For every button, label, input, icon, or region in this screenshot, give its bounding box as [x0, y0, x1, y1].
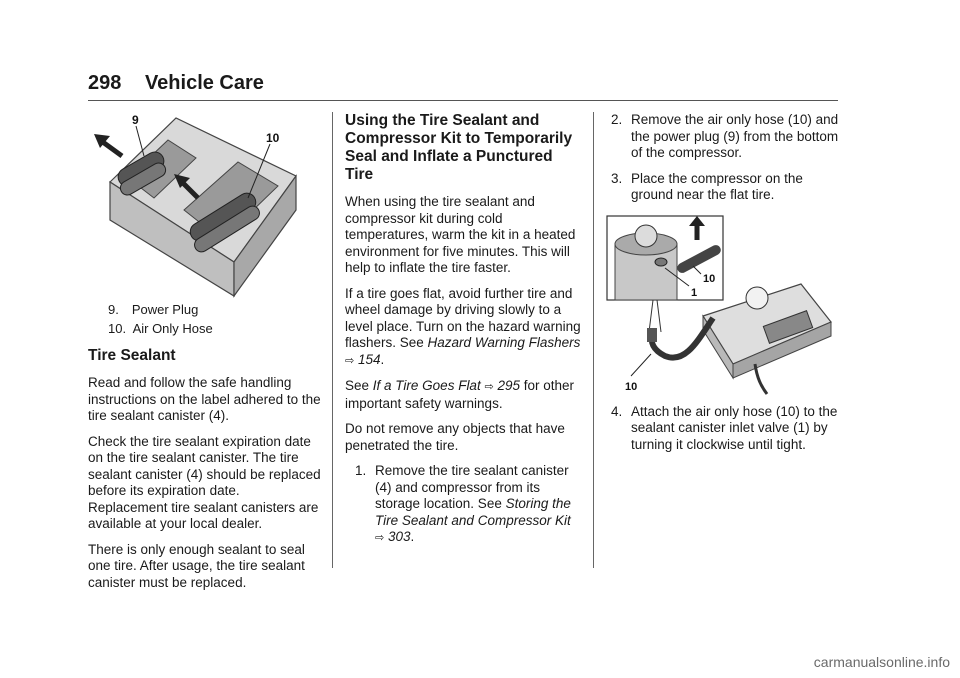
watermark: carmanualsonline.info	[813, 654, 950, 670]
section-title: Vehicle Care	[144, 72, 264, 94]
xref-page[interactable]: 154	[357, 351, 381, 367]
callout-10-top: 10	[703, 272, 716, 285]
page-header	[88, 72, 264, 95]
step-4: 4. Attach the air only hose (10) to the sealant canister inlet valve (1) by turning it clockwise until tight.	[611, 403, 838, 452]
callout-10-bottom: 10	[625, 380, 638, 393]
step-3: 3. Place the compressor on the ground near the flat tire.	[611, 170, 803, 202]
hose-attachment-illustration	[605, 214, 833, 398]
column-divider-2	[593, 112, 594, 568]
xref-tire-goes-flat[interactable]: If a Tire Goes Flat	[372, 378, 481, 393]
column-2	[345, 112, 581, 556]
xref-arrow-icon: ⇨	[375, 532, 385, 544]
column-divider-1	[332, 112, 333, 568]
paragraph: Do not remove any objects that have penetrated the tire.	[345, 421, 565, 453]
caption-power-plug: 9. Power Plug	[108, 302, 199, 317]
heading-tire-sealant: Tire Sealant	[88, 347, 176, 364]
paragraph: If a tire goes flat, avoid further tire and wheel damage by driving slowly to a level place. Turn on the hazard warning flashers. See Hazard Warning Flashers ⇨ 154.	[345, 285, 581, 367]
step-2: 2. Remove the air only hose (10) and the power plug (9) from the bottom of the compressor.	[611, 112, 839, 160]
paragraph: See If a Tire Goes Flat ⇨ 295 for other important safety warnings.	[345, 378, 575, 411]
column-1	[88, 112, 322, 600]
page-number: 298	[88, 72, 122, 94]
paragraph: There is only enough sealant to seal one tire. After usage, the tire sealant canister must be replaced.	[88, 541, 305, 590]
caption-air-only-hose: 10. Air Only Hose	[108, 320, 213, 336]
heading-using-kit: Using the Tire Sealant and Compressor Kit to Temporarily Seal and Inflate a Punctured Tire	[345, 112, 573, 183]
header-divider	[88, 100, 838, 101]
callout-9: 9	[132, 113, 139, 127]
paragraph: When using the tire sealant and compressor kit during cold temperatures, warm the kit in a heated environment for five minutes. This will help to inflate the tire faster.	[345, 194, 576, 275]
xref-page[interactable]: 295	[497, 378, 520, 393]
step-1: 1. Remove the tire sealant canister (4) and compressor from its storage location. See Storing the Tire Sealant and Compressor Kit ⇨ 303.	[355, 463, 571, 544]
xref-page[interactable]: 303	[387, 529, 411, 544]
xref-arrow-icon: ⇨	[345, 354, 355, 367]
xref-storing-kit[interactable]: Storing the Tire Sealant and Compressor Kit	[375, 496, 571, 528]
xref-hazard-flashers[interactable]: Hazard Warning Flashers	[427, 335, 581, 350]
callout-1: 1	[691, 286, 698, 299]
column-3	[611, 112, 839, 462]
paragraph: Read and follow the safe handling instructions on the label adhered to the tire sealant canister (4).	[88, 375, 321, 423]
callout-10: 10	[266, 131, 280, 145]
paragraph: Check the tire sealant expiration date on the tire sealant canister. The tire sealant canister (4) should be replaced before its expiration date. Replacement tire sealant canisters are available at your local dealer.	[88, 433, 321, 531]
xref-arrow-icon: ⇨	[484, 381, 494, 393]
compressor-kit-illustration	[88, 112, 300, 302]
